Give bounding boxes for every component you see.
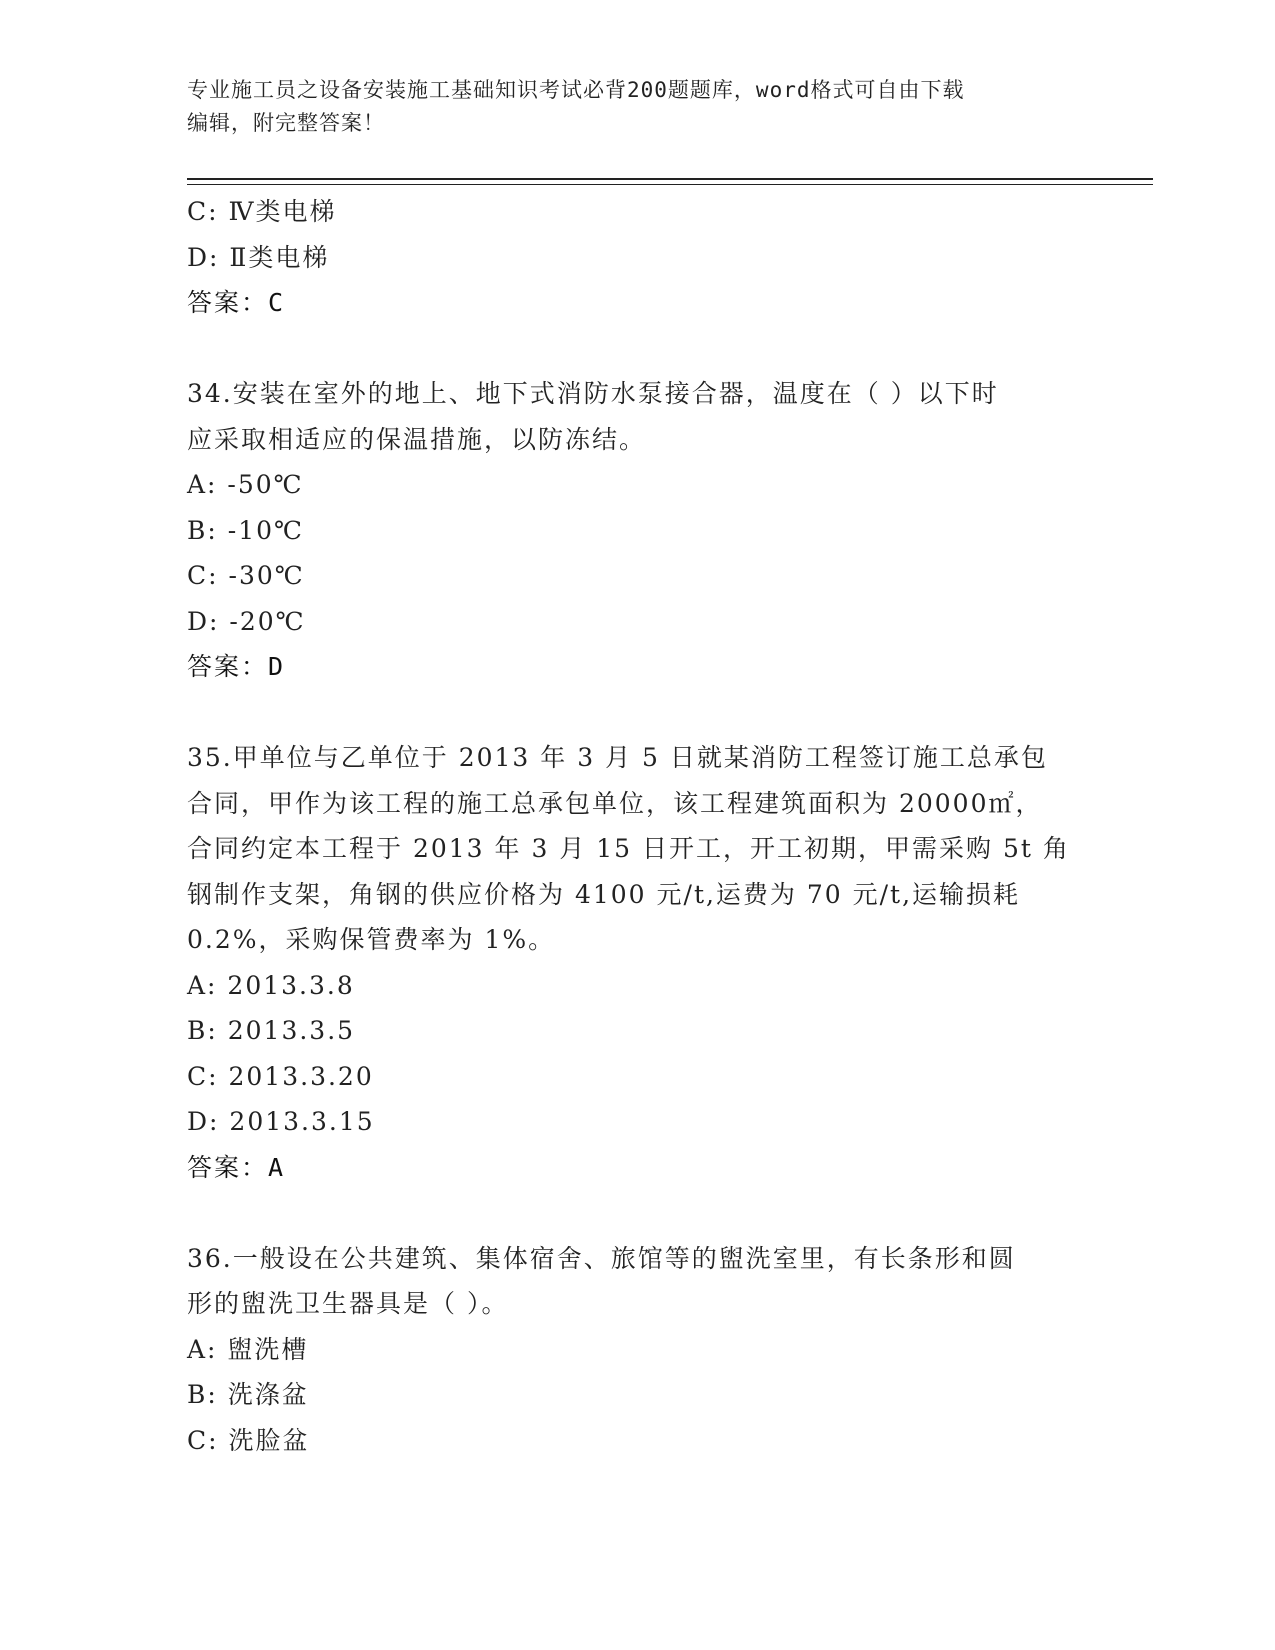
option-b: B: 2013.3.5 — [187, 1016, 356, 1045]
header-title-line-1: 专业施工员之设备安装施工基础知识考试必背200题题库，word格式可自由下载 — [187, 78, 965, 102]
document-header — [187, 74, 1067, 140]
question-35 — [187, 735, 1087, 1190]
question-33-tail — [187, 189, 1087, 326]
option-a: A: 2013.3.8 — [187, 970, 355, 1000]
option-a: A: -50℃ — [187, 470, 304, 499]
option-c: C: 2013.3.20 — [187, 1061, 374, 1091]
option-b: B: 洗涤盆 — [187, 1380, 309, 1409]
question-list — [187, 189, 1087, 1463]
question-text-line: 35.甲单位与乙单位于 2013 年 3 月 5 日就某消防工程签订施工总承包 — [187, 743, 1048, 772]
header-divider-thin — [187, 184, 1153, 185]
question-text-line: 形的盥洗卫生器具是（ ）。 — [187, 1289, 509, 1318]
header-title-line-2: 编辑，附完整答案！ — [187, 111, 385, 135]
option-d: D: Ⅱ类电梯 — [187, 242, 330, 272]
spacer — [187, 1190, 1087, 1236]
option-d: D: -20℃ — [187, 606, 306, 636]
option-a: A: 盥洗槽 — [187, 1334, 309, 1364]
option-c: C: 洗脸盆 — [187, 1425, 310, 1455]
answer-line: 答案：A — [187, 1152, 286, 1182]
option-c: C: -30℃ — [187, 561, 305, 590]
question-text-line: 36.一般设在公共建筑、集体宿舍、旅馆等的盥洗室里，有长条形和圆 — [187, 1243, 1016, 1273]
question-text-line: 合同约定本工程于 2013 年 3 月 15 日开工，开工初期，甲需采购 5t 角 — [187, 834, 1070, 863]
question-text-line: 34.安装在室外的地上、地下式消防水泵接合器，温度在（ ）以下时 — [187, 379, 999, 408]
question-text-line: 合同，甲作为该工程的施工总承包单位，该工程建筑面积为 20000㎡， — [187, 788, 1043, 818]
question-text-line: 应采取相适应的保温措施，以防冻结。 — [187, 424, 647, 454]
option-c: C: Ⅳ类电梯 — [187, 197, 337, 226]
question-text-line: 钢制作支架，角钢的供应价格为 4100 元/t,运费为 70 元/t,运输损耗 — [187, 879, 1021, 909]
header-divider-thick — [187, 178, 1153, 180]
answer-line: 答案：D — [187, 652, 286, 681]
answer-line: 答案：C — [187, 288, 286, 317]
question-34 — [187, 371, 1087, 690]
question-text-line: 0.2%，采购保管费率为 1%。 — [187, 925, 556, 954]
option-d: D: 2013.3.15 — [187, 1107, 375, 1136]
option-b: B: -10℃ — [187, 515, 304, 545]
spacer — [187, 690, 1087, 736]
question-36 — [187, 1236, 1087, 1464]
spacer — [187, 326, 1087, 372]
